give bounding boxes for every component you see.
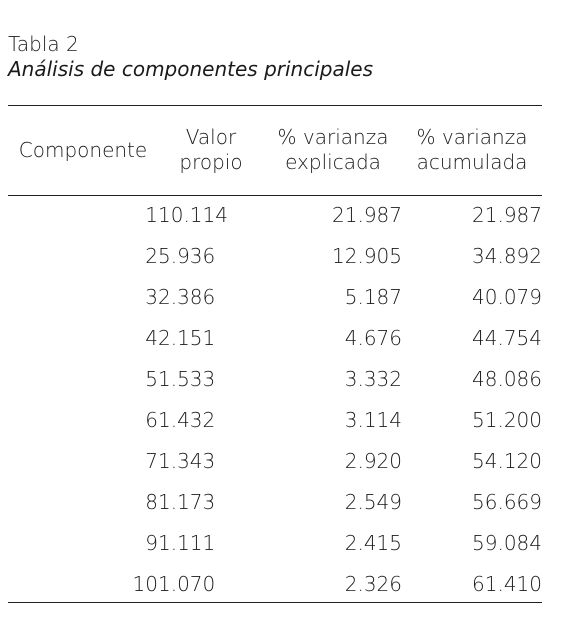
cell-eigenvalue: 5.936	[158, 244, 216, 268]
cell-component: 9	[145, 531, 158, 555]
header-cumulative-line2: acumulada	[416, 150, 528, 174]
cell-eigenvalue: 1.343	[158, 449, 216, 473]
cell-cumulative: 51.200	[472, 408, 542, 432]
cell-component: 6	[145, 408, 158, 432]
cell-explained: 12.905	[332, 244, 402, 268]
header-explained	[264, 105, 402, 195]
cell-cumulative: 61.410	[472, 572, 542, 596]
cell-explained: 2.415	[344, 531, 402, 555]
header-cumulative	[402, 105, 542, 195]
table-title: Análisis de componentes principales	[8, 57, 373, 81]
header-eigenvalue	[158, 105, 264, 195]
cell-eigenvalue: 1.173	[158, 490, 216, 514]
cell-eigenvalue: 1.432	[158, 408, 216, 432]
table-row	[8, 359, 542, 400]
cell-component: 4	[145, 326, 158, 350]
cell-eigenvalue: 1.533	[158, 367, 216, 391]
table-row	[8, 400, 542, 441]
cell-cumulative: 34.892	[472, 244, 542, 268]
cell-cumulative: 59.084	[472, 531, 542, 555]
cell-component: 2	[145, 244, 158, 268]
cell-cumulative: 48.086	[472, 367, 542, 391]
cell-explained: 3.332	[344, 367, 402, 391]
header-eigenvalue-line1: Valor	[185, 125, 237, 149]
header-eigenvalue-line2: propio	[179, 150, 243, 174]
header-component-line1: Componente	[18, 137, 148, 162]
cell-explained: 2.920	[344, 449, 402, 473]
table-row	[8, 441, 542, 482]
table-row	[8, 523, 542, 564]
table-row	[8, 318, 542, 359]
table-row	[8, 277, 542, 318]
cell-cumulative: 54.120	[472, 449, 542, 473]
table-row	[8, 195, 542, 236]
cell-explained: 2.549	[344, 490, 402, 514]
cell-explained: 3.114	[344, 408, 402, 432]
cell-cumulative: 40.079	[472, 285, 542, 309]
cell-component: 1	[145, 203, 158, 227]
cell-eigenvalue: 2.151	[158, 326, 216, 350]
cell-cumulative: 21.987	[472, 203, 542, 227]
cell-eigenvalue: 10.114	[158, 203, 228, 227]
table-row	[8, 482, 542, 523]
cell-component: 5	[145, 367, 158, 391]
table-label: Tabla 2	[8, 32, 79, 56]
cell-eigenvalue: 2.386	[158, 285, 216, 309]
header-explained-line1: % varianza	[277, 125, 389, 149]
header-explained-line2: explicada	[285, 150, 381, 174]
pca-table	[8, 105, 542, 605]
cell-cumulative: 56.669	[472, 490, 542, 514]
cell-component: 10	[132, 572, 158, 596]
cell-explained: 4.676	[344, 326, 402, 350]
cell-eigenvalue: 1.070	[158, 572, 216, 596]
table-row	[8, 236, 542, 277]
cell-explained: 2.326	[344, 572, 402, 596]
table-body	[8, 195, 542, 605]
table-caption	[8, 32, 373, 82]
header-component	[8, 105, 158, 195]
cell-eigenvalue: 1.111	[158, 531, 216, 555]
cell-component: 3	[145, 285, 158, 309]
cell-explained: 5.187	[344, 285, 402, 309]
header-cumulative-line1: % varianza	[416, 125, 528, 149]
cell-explained: 21.987	[332, 203, 402, 227]
cell-component: 7	[145, 449, 158, 473]
header-row	[8, 105, 542, 195]
table-row	[8, 564, 542, 605]
cell-cumulative: 44.754	[472, 326, 542, 350]
cell-component: 8	[145, 490, 158, 514]
